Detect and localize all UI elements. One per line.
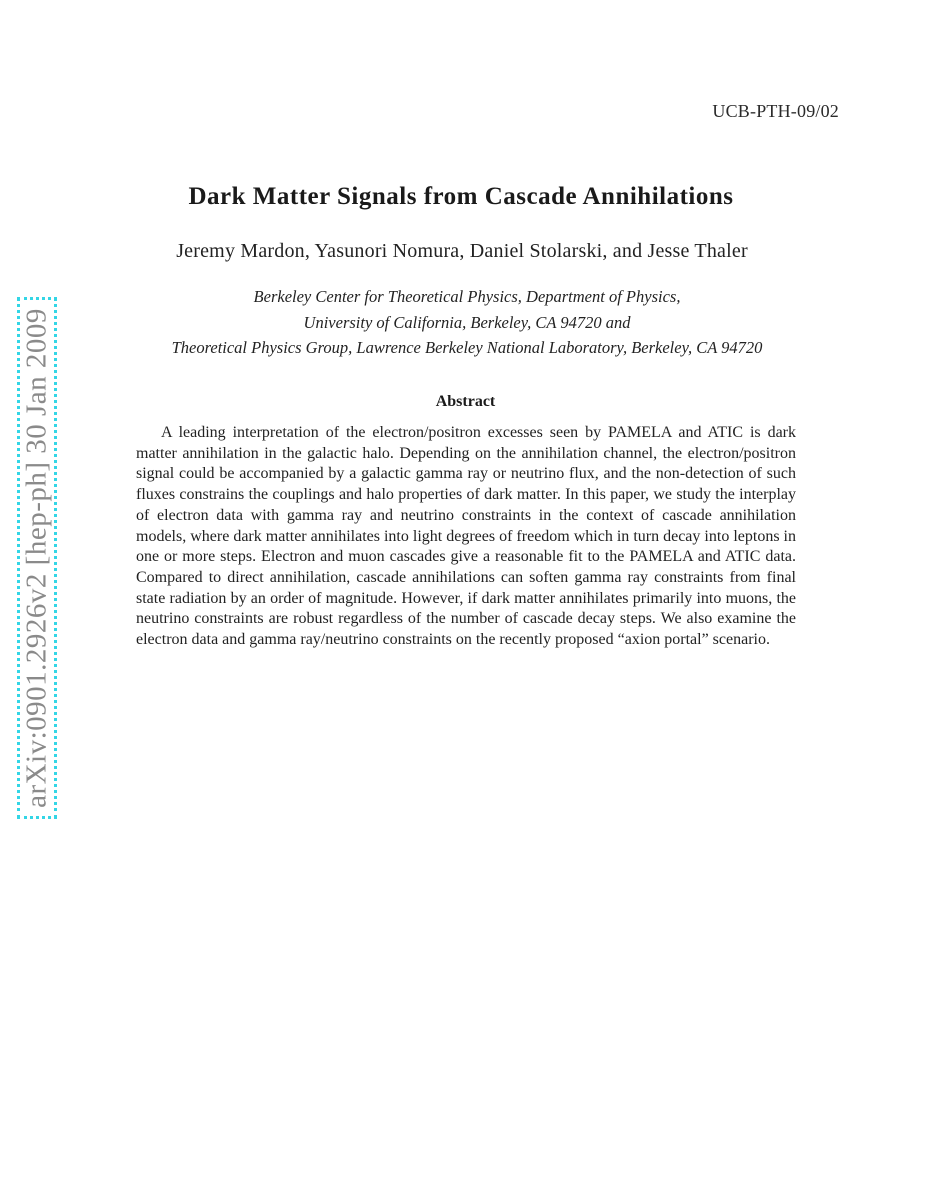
affiliation-line: Berkeley Center for Theoretical Physics, Department of Physics, xyxy=(253,287,681,306)
affiliation-line: Theoretical Physics Group, Lawrence Berkeley National Laboratory, Berkeley, CA 94720 xyxy=(171,338,763,357)
abstract-text: A leading interpretation of the electron/positron excesses seen by PAMELA and ATIC is dark matter annihilation in the galactic halo. Depending on the annihilation channel, the electron/positron signal could be accompanied by a galactic gamma ray or neutrino flux, and the non-detection of such fluxes constrains the couplings and halo properties of dark matter. In this paper, we study the interplay of electron data with gamma ray and neutrino constraints in the context of cascade annihilation models, where dark matter annihilates into light degrees of freedom which in turn decay into leptons in one or more steps. Electron and muon cascades give a reasonable fit to the PAMELA and ATIC data. Compared to direct annihilation, cascade annihilations can soften gamma ray constraints from final state radiation by an order of magnitude. However, if dark matter annihilates primarily into muons, the neutrino constraints are robust regardless of the number of cascade decay steps. We also examine the electron data and gamma ray/neutrino constraints on the recently proposed “axion portal” scenario. xyxy=(136,424,796,649)
arxiv-stamp xyxy=(17,297,57,819)
paper-title: Dark Matter Signals from Cascade Annihilations xyxy=(188,183,734,210)
author-list: Jeremy Mardon, Yasunori Nomura, Daniel Stolarski, and Jesse Thaler xyxy=(176,240,748,262)
report-number: UCB-PTH-09/02 xyxy=(712,101,839,121)
affiliations xyxy=(0,284,927,361)
affiliation-line: University of California, Berkeley, CA 94720 and xyxy=(303,312,631,332)
abstract-heading: Abstract xyxy=(435,393,496,410)
arxiv-identifier: arXiv:0901.2926v2 [hep-ph] 30 Jan 2009 xyxy=(20,308,53,808)
